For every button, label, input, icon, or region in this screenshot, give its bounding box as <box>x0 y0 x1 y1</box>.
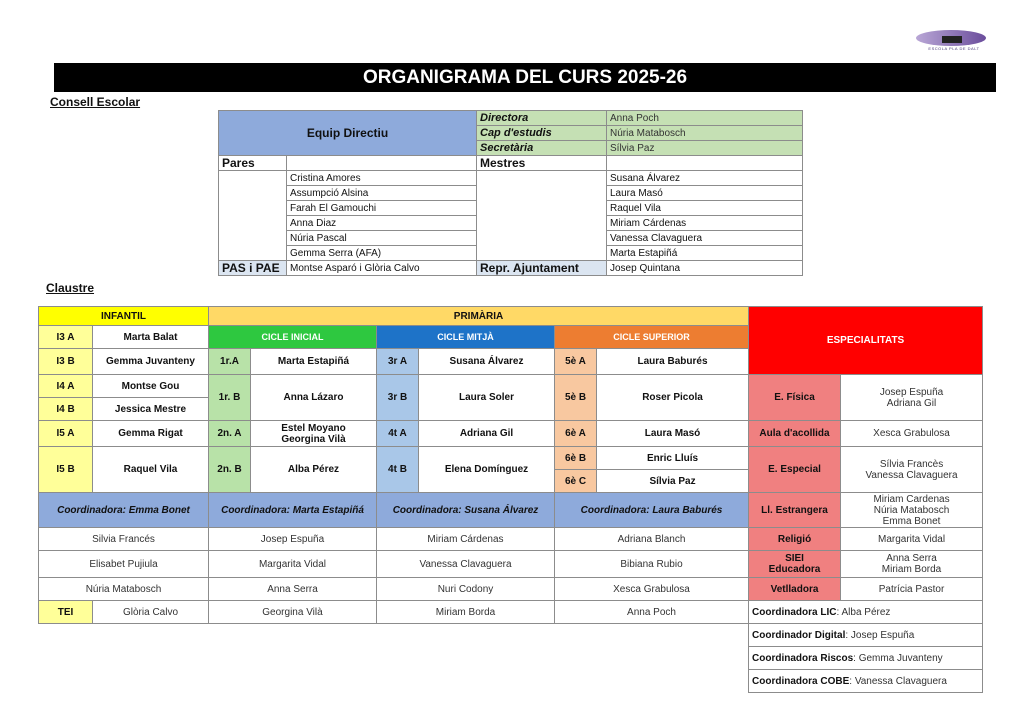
staff-name: Nuri Codony <box>377 578 555 601</box>
label-line: Educadora <box>768 564 821 575</box>
table-row <box>39 528 983 551</box>
empty-cell <box>287 156 477 171</box>
cicle-inicial-header: CICLE INICIAL <box>209 326 377 349</box>
table-row <box>39 447 983 470</box>
teacher-name: Adriana Gil <box>419 421 555 447</box>
coordinator-label: Coordinadora COBE <box>752 675 850 687</box>
pare-name: Farah El Gamouchi <box>287 201 477 216</box>
coordinator-name: Gemma Juvanteny <box>858 652 943 664</box>
staff-name: Margarita Vidal <box>209 551 377 578</box>
especialitat-label: E. Física <box>749 375 841 421</box>
group-label: 6è A <box>555 421 597 447</box>
staff-name: Georgina Vilà <box>209 601 377 624</box>
pare-name: Núria Pascal <box>287 231 477 246</box>
staff-name: Bibiana Rubio <box>555 551 749 578</box>
pare-name: Cristina Amores <box>287 171 477 186</box>
especialitat-label: Ll. Estrangera <box>749 493 841 528</box>
table-row <box>219 261 803 276</box>
group-label: 3r B <box>377 375 419 421</box>
table-row <box>39 670 983 693</box>
group-label: I3 A <box>39 326 93 349</box>
teacher-name: Marta Estapiñá <box>251 349 377 375</box>
pare-name: Gemma Serra (AFA) <box>287 246 477 261</box>
repr-label: Repr. Ajuntament <box>477 261 607 276</box>
coordinator-name: Josep Espuña <box>850 629 915 641</box>
group-label: 3r A <box>377 349 419 375</box>
coordinator-label: Coordinadora LIC <box>752 606 837 618</box>
empty-cell <box>39 670 749 693</box>
especialitat-teacher <box>841 375 983 421</box>
table-row <box>39 601 983 624</box>
especialitat-teacher: Xesca Grabulosa <box>841 421 983 447</box>
table-row <box>39 551 983 578</box>
empty-cell <box>39 647 749 670</box>
teacher-line: Miriam Borda <box>881 564 942 575</box>
mestre-name: Susana Álvarez <box>607 171 803 186</box>
mestre-name: Raquel Vila <box>607 201 803 216</box>
coordinator-name: Alba Pérez <box>841 606 891 618</box>
group-label: I4 B <box>39 398 93 421</box>
teacher-line: Josep Espuña <box>879 386 944 398</box>
mestre-name: Marta Estapiñá <box>607 246 803 261</box>
label-line: SIEI <box>785 553 804 564</box>
table-row <box>39 375 983 398</box>
teacher-name: Laura Masó <box>597 421 749 447</box>
staff-name: Núria Matabosch <box>39 578 209 601</box>
group-label: 1r.A <box>209 349 251 375</box>
group-label: I3 B <box>39 349 93 375</box>
teacher-line: Emma Bonet <box>882 515 941 527</box>
teacher-line: Georgina Vilà <box>281 433 346 445</box>
group-label: 6è B <box>555 447 597 470</box>
coordinator-label: Coordinador Digital <box>752 629 846 641</box>
empty-cell <box>477 171 607 261</box>
mestre-name: Laura Masó <box>607 186 803 201</box>
group-label: 4t B <box>377 447 419 493</box>
table-row <box>39 624 983 647</box>
staff-name: Silvia Francés <box>39 528 209 551</box>
empty-cell <box>39 624 749 647</box>
school-logo <box>912 30 994 54</box>
role-value: Sílvia Paz <box>607 141 803 156</box>
empty-cell <box>607 156 803 171</box>
pare-name: Anna Diaz <box>287 216 477 231</box>
teacher-line: Vanessa Clavaguera <box>865 469 958 481</box>
coordinator-row: Coordinadora LIC: Alba Pérez <box>749 601 983 624</box>
teacher-name: Laura Baburés <box>597 349 749 375</box>
table-row <box>39 307 983 326</box>
group-label: 4t A <box>377 421 419 447</box>
pares-label: Pares <box>219 156 287 171</box>
equip-directiu-label: Equip Directiu <box>219 111 477 156</box>
logo-building-icon <box>942 36 962 43</box>
role-label: Directora <box>477 111 607 126</box>
especialitat-teacher <box>841 493 983 528</box>
staff-name: Josep Espuña <box>209 528 377 551</box>
group-label: 5è A <box>555 349 597 375</box>
tei-name: Glòria Calvo <box>93 601 209 624</box>
staff-name: Miriam Borda <box>377 601 555 624</box>
table-row <box>219 156 803 171</box>
teacher-name: Anna Lázaro <box>251 375 377 421</box>
teacher-name: Jessica Mestre <box>93 398 209 421</box>
especialitat-label: Vetlladora <box>749 578 841 601</box>
teacher-name: Elena Domínguez <box>419 447 555 493</box>
coord-cicle-superior: Coordinadora: Laura Baburés <box>555 493 749 528</box>
consell-table <box>218 110 803 276</box>
role-label: Cap d'estudis <box>477 126 607 141</box>
teacher-name: Susana Álvarez <box>419 349 555 375</box>
claustre-heading: Claustre <box>46 281 95 295</box>
teacher-name: Marta Balat <box>93 326 209 349</box>
teacher-line: Adriana Gil <box>886 397 937 409</box>
group-label: 2n. A <box>209 421 251 447</box>
role-value: Núria Matabosch <box>607 126 803 141</box>
staff-name: Elisabet Pujiula <box>39 551 209 578</box>
staff-name: Miriam Cárdenas <box>377 528 555 551</box>
table-row <box>39 421 983 447</box>
staff-name: Anna Serra <box>209 578 377 601</box>
empty-cell <box>219 171 287 261</box>
pas-label: PAS i PAE <box>219 261 287 276</box>
teacher-name: Montse Gou <box>93 375 209 398</box>
especialitats-header: ESPECIALITATS <box>749 307 983 375</box>
teacher-name: Gemma Juvanteny <box>93 349 209 375</box>
especialitat-label: E. Especial <box>749 447 841 493</box>
pas-value: Montse Asparó i Glòria Calvo <box>287 261 477 276</box>
mestre-name: Vanessa Clavaguera <box>607 231 803 246</box>
claustre-table <box>38 306 983 693</box>
consell-heading: Consell Escolar <box>50 95 141 109</box>
cicle-mitja-header: CICLE MITJÀ <box>377 326 555 349</box>
teacher-name: Sílvia Paz <box>597 470 749 493</box>
mestre-name: Miriam Cárdenas <box>607 216 803 231</box>
group-label: I5 B <box>39 447 93 493</box>
repr-value: Josep Quintana <box>607 261 803 276</box>
table-row <box>39 647 983 670</box>
teacher-line: Sílvia Francès <box>879 458 944 470</box>
table-row <box>219 171 803 186</box>
coord-cicle-mitja: Coordinadora: Susana Álvarez <box>377 493 555 528</box>
pare-name: Assumpció Alsina <box>287 186 477 201</box>
especialitat-label: Aula d'acollida <box>749 421 841 447</box>
group-label: 5è B <box>555 375 597 421</box>
group-label: I4 A <box>39 375 93 398</box>
teacher-name: Laura Soler <box>419 375 555 421</box>
coordinator-row: Coordinadora COBE: Vanessa Clavaguera <box>749 670 983 693</box>
group-label: 6è C <box>555 470 597 493</box>
group-label: I5 A <box>39 421 93 447</box>
teacher-name: Gemma Rigat <box>93 421 209 447</box>
especialitat-teacher <box>841 447 983 493</box>
cicle-superior-header: CICLE SUPERIOR <box>555 326 749 349</box>
staff-name: Anna Poch <box>555 601 749 624</box>
table-row <box>219 111 803 126</box>
coord-infantil: Coordinadora: Emma Bonet <box>39 493 209 528</box>
coordinator-row: Coordinadora Riscos: Gemma Juvanteny <box>749 647 983 670</box>
coordinator-label: Coordinadora Riscos <box>752 652 854 664</box>
page-title: ORGANIGRAMA DEL CURS 2025-26 <box>54 63 996 92</box>
especialitat-teacher: Patrícia Pastor <box>841 578 983 601</box>
teacher-name: Alba Pérez <box>251 447 377 493</box>
especialitat-teacher: Margarita Vidal <box>841 528 983 551</box>
table-row <box>39 578 983 601</box>
role-label: Secretària <box>477 141 607 156</box>
staff-name: Xesca Grabulosa <box>555 578 749 601</box>
especialitat-label: Religió <box>749 528 841 551</box>
staff-name: Vanessa Clavaguera <box>377 551 555 578</box>
teacher-line: Miriam Cardenas <box>873 493 950 505</box>
table-row <box>39 493 983 528</box>
group-label: 1r. B <box>209 375 251 421</box>
tei-label: TEI <box>39 601 93 624</box>
teacher-name <box>251 421 377 447</box>
logo-caption: ESCOLA PLA DE DALT <box>928 46 980 51</box>
coordinator-name: Vanessa Clavaguera <box>854 675 947 687</box>
role-value: Anna Poch <box>607 111 803 126</box>
primaria-header: PRIMÀRIA <box>209 307 749 326</box>
infantil-header: INFANTIL <box>39 307 209 326</box>
teacher-name: Enric Lluís <box>597 447 749 470</box>
mestres-label: Mestres <box>477 156 607 171</box>
especialitat-teacher <box>841 551 983 578</box>
teacher-line: Estel Moyano <box>281 422 346 434</box>
coordinator-row: Coordinador Digital: Josep Espuña <box>749 624 983 647</box>
teacher-line: Anna Serra <box>886 553 937 564</box>
especialitat-label <box>749 551 841 578</box>
group-label: 2n. B <box>209 447 251 493</box>
coord-cicle-inicial: Coordinadora: Marta Estapiñá <box>209 493 377 528</box>
teacher-name: Roser Picola <box>597 375 749 421</box>
teacher-line: Núria Matabosch <box>873 504 950 516</box>
staff-name: Adriana Blanch <box>555 528 749 551</box>
teacher-name: Raquel Vila <box>93 447 209 493</box>
